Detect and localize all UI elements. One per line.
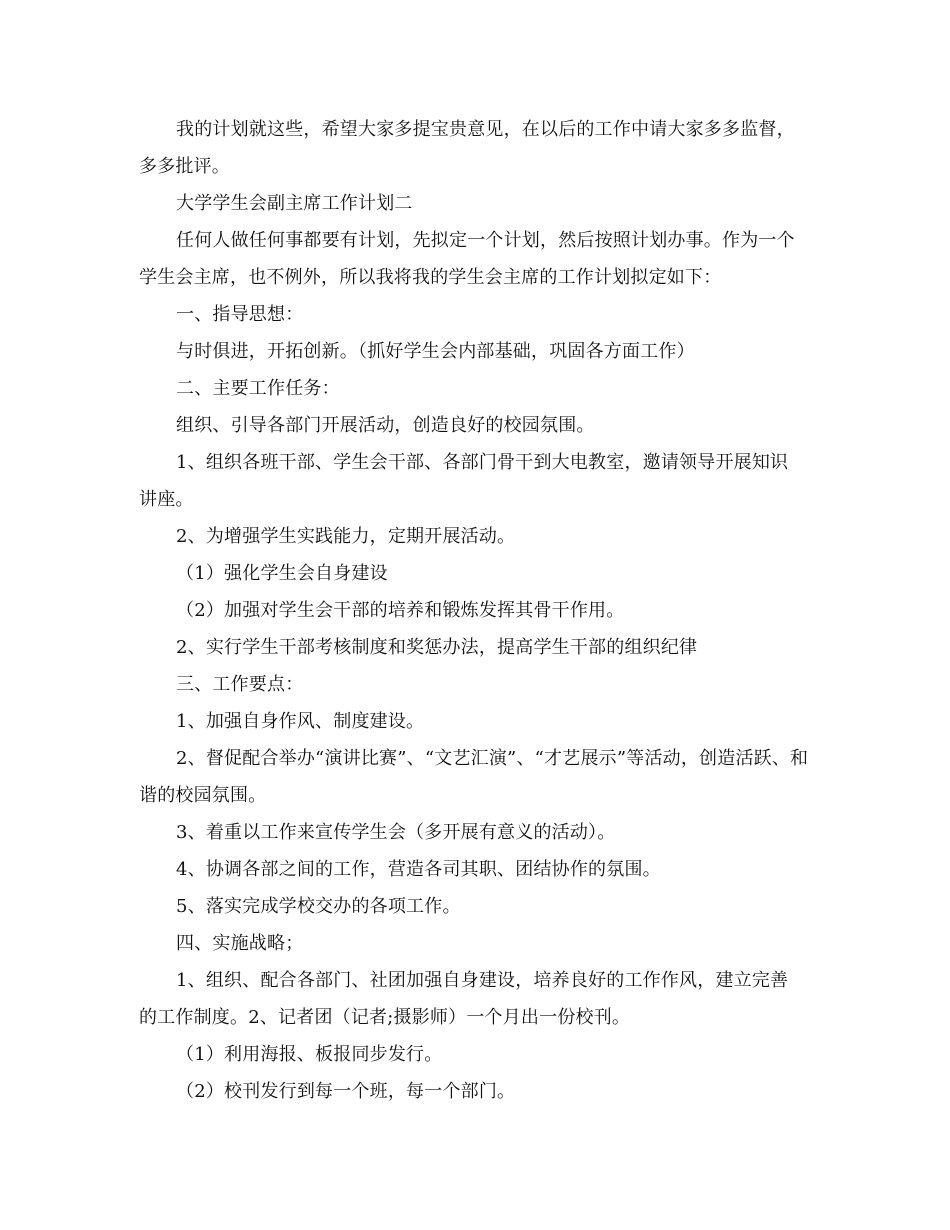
list-item: 2、为增强学生实践能力，定期开展活动。 xyxy=(176,526,516,547)
paragraph-line: 任何人做任何事都要有计划，先拟定一个计划，然后按照计划办事。作为一个 xyxy=(176,230,795,251)
list-item: 1、组织、配合各部门、社团加强自身建设，培养良好的工作作风，建立完善 xyxy=(176,970,789,991)
section-title: 大学学生会副主席工作计划二 xyxy=(176,193,413,214)
list-item: 1、组织各班干部、学生会干部、各部门骨干到大电教室，邀请领导开展知识 xyxy=(176,452,789,473)
section-heading: 三、工作要点： xyxy=(176,674,304,695)
paragraph-line: 我的计划就这些，希望大家多提宝贵意见，在以后的工作中请大家多多监督， xyxy=(176,119,795,140)
section-heading: 一、指导思想： xyxy=(176,304,304,325)
list-item-continuation: 讲座。 xyxy=(139,489,194,510)
list-item: 3、着重以工作来宣传学生会（多开展有意义的活动）。 xyxy=(176,822,616,843)
section-heading: 四、实施战略； xyxy=(176,933,304,954)
list-item: 5、落实完成学校交办的各项工作。 xyxy=(176,896,461,917)
list-item: 4、协调各部之间的工作，营造各司其职、团结协作的氛围。 xyxy=(176,859,661,880)
sub-list-item: （2）加强对学生会干部的培养和锻炼发挥其骨干作用。 xyxy=(176,600,625,621)
sub-list-item: （1）利用海报、板报同步发行。 xyxy=(176,1044,443,1065)
list-item: 2、实行学生干部考核制度和奖惩办法，提高学生干部的组织纪律 xyxy=(176,637,698,658)
paragraph-line: 组织、引导各部门开展活动，创造良好的校园氛围。 xyxy=(176,415,595,436)
paragraph-line: 与时俱进，开拓创新。（抓好学生会内部基础，巩固各方面工作） xyxy=(176,341,695,362)
section-heading: 二、主要工作任务： xyxy=(176,378,340,399)
sub-list-item: （2）校刊发行到每一个班，每一个部门。 xyxy=(176,1081,516,1102)
list-item: 1、加强自身作风、制度建设。 xyxy=(176,711,425,732)
paragraph-line: 多多批评。 xyxy=(139,156,230,177)
list-item: 2、督促配合举办“演讲比赛”、“文艺汇演”、“才艺展示”等活动，创造活跃、和 xyxy=(176,748,809,769)
list-item-continuation: 谐的校园氛围。 xyxy=(139,785,267,806)
list-item-continuation: 的工作制度。2、记者团（记者;摄影师）一个月出一份校刊。 xyxy=(139,1007,631,1028)
paragraph-line: 学生会主席，也不例外，所以我将我的学生会主席的工作计划拟定如下： xyxy=(139,267,722,288)
sub-list-item: （1）强化学生会自身建设 xyxy=(176,563,388,584)
